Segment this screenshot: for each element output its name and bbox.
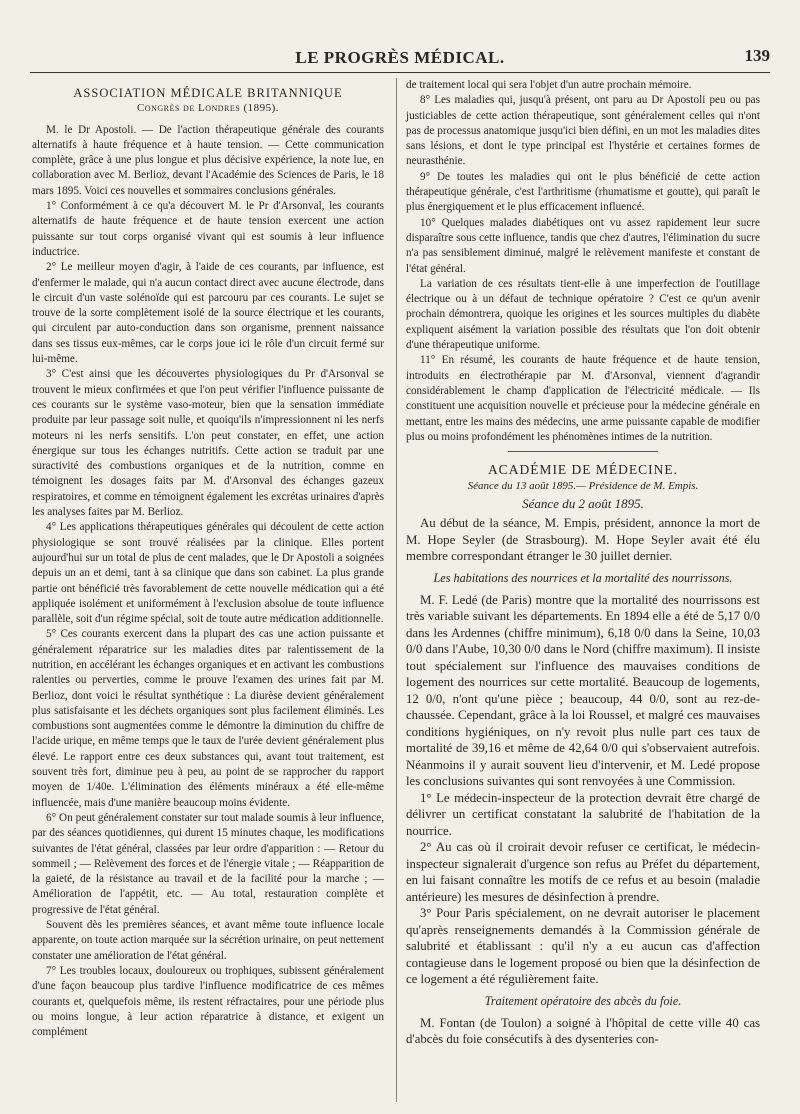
paragraph: 3° C'est ainsi que les découvertes physiologiques du Pr d'Arsonval se trouvent le mieux confirmées et que l'on peut vérifier l'influence puissante de ces courants sur le système vaso-moteur, bien que la sensation immédiate produite par leur passage soit nulle, et quoiqu'ils n'impressionnent ni les nerfs moteurs ni les nerfs sensitifs. L'on peut constater, en effet, une action énergique sur tous les échanges nutritifs. Cette action se traduit par une suractivité des combustions organiques et de la nutrition, comme en témoignent les dosages faits par M. d'Arsonval des échanges gazeux respiratoires, et comme en témoignent également les excrétas urinaires d'après les analyses faites par M. Berlioz. bbox=[32, 368, 384, 519]
right-column bbox=[406, 78, 760, 1048]
academy-title: ACADÉMIE DE MÉDECINE. bbox=[487, 462, 679, 478]
paragraph: M. le Dr Apostoli. — De l'action thérapeutique générale des courants alternatifs à haute fréquence et à haute tension. — Cette communication complète, grâce à une plus longue et plus décisive expérience, la note lue, en collaboration avec M. Berlioz, devant l'Académie des Sciences de Paris, le 18 mars 1895. Voici ces nouvelles et sommaires conclusions générales. bbox=[32, 123, 384, 197]
journal-title: LE PROGRÈS MÉDICAL. bbox=[295, 48, 505, 67]
paragraph: 9° De toutes les maladies qui ont le plus bénéficié de cette action thérapeutique générale, c'est l'arthritisme (rhumatisme et goutte), qui paraît le plus énergiquement et le plus efficacement influencé. bbox=[406, 170, 760, 214]
subheading: Les habitations des nourrices et la mortalité des nourrissons. bbox=[433, 570, 733, 585]
paragraph: 10° Quelques malades diabétiques ont vu assez rapidement leur sucre disparaître sous cette influence, tandis que chez d'autres, l'élimination du sucre n'a pas sensiblement diminué, malgré le relèvement manifeste et constant de l'état général. bbox=[406, 216, 760, 275]
paragraph: 6° On peut généralement constater sur tout malade soumis à leur influence, par des séances quotidiennes, qui durent 15 minutes chaque, les modifications suivantes de l'état général, classées par leur ordre d'apparition : — Retour du sommeil ; — Relèvement des forces et de l'énergie vitale ; — Réapparition de la gaieté, de la résistance au travail et de la facilité pour la marche ; — Amélioration de l'appétit, etc. — Au total, restauration complète et progressive de l'état général. bbox=[32, 811, 384, 916]
paragraph: 3° Pour Paris spécialement, on ne devrait autoriser le placement qu'après renseignements demandés à la Commission générale de salubrité et établissant : qu'il n'y a eu aucun cas d'affection contagieuse dans le logement proposé ou bien que la désinfection de ce logement a été régulièrement faite. bbox=[406, 906, 760, 987]
paragraph: 4° Les applications thérapeutiques générales qui découlent de cette action physiologique se sont trouvé réalisées par la clinique. Elles portent aujourd'hui sur un total de plus de cent malades, que le Dr Apostoli a soignées depuis un an et demi, tant à sa clinique que dans son cabinet. La plus grande partie ont bénéficié très favorablement de cette nouvelle médication qui a été appliquée isolément et uniformément à l'exclusion absolue de toute influence parallèle, soit d'un régime spécial, soit de toute autre médication additionnelle. bbox=[32, 521, 384, 626]
column-divider bbox=[396, 78, 397, 1102]
section-rule bbox=[508, 451, 658, 452]
paragraph: 8° Les maladies qui, jusqu'à présent, ont paru au Dr Apostoli peu ou pas justiciables de cette action thérapeutique, sont généralement celles qui n'ont pas de processus anatomique jusqu'ici bien défini, en un mot les maladies dites sans lésions, et dont le type principal est l'hystérie et certaines formes de neurasthénie. bbox=[406, 94, 760, 168]
paragraph: Souvent dès les premières séances, et avant même toute influence locale apparente, on toute action marquée sur la sécrétion urinaire, on peut nettement constater une amélioration de l'état général. bbox=[32, 919, 384, 962]
paragraph: 2° Le meilleur moyen d'agir, à l'aide de ces courants, par influence, est d'enfermer le malade, qui n'a aucun contact direct avec aucune électrode, dans le circuit d'un vaste solénoïde qui est parcouru par ces courants. Le sujet se trouve de la sorte complètement isolé de la source électrique et les courants, qui circulent par auto-conduction dans son organisme, prennent naissance dans ses tissus eux-mêmes, car le corps joue ici le rôle d'un circuit fermé sur lui-même. bbox=[32, 261, 384, 366]
left-column bbox=[32, 78, 384, 1040]
academy-session bbox=[406, 479, 760, 494]
paragraph: de traitement local qui sera l'objet d'un autre prochain mémoire. bbox=[406, 79, 692, 91]
section-title: ASSOCIATION MÉDICALE BRITANNIQUE bbox=[73, 86, 343, 100]
academy-intro: Au début de la séance, M. Empis, président, annonce la mort de M. Hope Seyler (de Strasbourg). M. Hope Seyler avait été élu membre correspondant étranger le 30 juillet dernier. bbox=[406, 516, 760, 564]
paragraph: M. F. Ledé (de Paris) montre que la mortalité des nourrissons est très variable suivant les départements. En 1894 elle a été de 5,17 0/0 dans les Ardennes (chiffre minimum), 6,18 0/0 dans la Seine, 10,03 0/0 dans l'Aube, 10,30 0/0 dans le Nord (chiffre maximum). Il insiste tout spécialement sur l'influence des mauvaises conditions de logement des nourrices sur cette mortalité. Beaucoup de logements, 12 0/0, n'ont qu'une pièce ; beaucoup, 44 0/0, sont au rez-de-chaussée. Cependant, grâce à la loi Roussel, et malgré ces mauvaises conditions hygiéniques, on n'y revoit plus nulle part ces taux de mortalité de 39,16 et même de 42,64 0/0 qui s'observaient autrefois. Néanmoins il y aurait souvent lieu d'intervenir, et M. Ledé propose les conclusions suivantes qui sont renvoyées à une Commission. bbox=[406, 592, 760, 789]
page-header bbox=[30, 44, 770, 70]
paragraph: 1° Le médecin-inspecteur de la protection devrait être chargé de délivrer un certificat constatant la salubrité de l'habitation de la nourrice. bbox=[406, 790, 760, 838]
academy-date: Séance du 2 août 1895. bbox=[522, 495, 644, 511]
paragraph: 5° Ces courants exercent dans la plupart des cas une action puissante et généralement réparatrice sur les maladies dites par ralentissement de la nutrition, en accélérant les échanges organiques et en activant les combustions ralenties ou perverties, comme le prouve l'examen des urines fait par M. Berlioz, dont voici le résultat synthétique : La diurèse devient généralement plus satisfaisante et les déchets organiques sont plus facilement éliminés. Les combustions sont augmentées comme le démontre la diminution du chiffre de l'acide urique, en même temps que le taux de l'urée devient généralement plus élevé. Le rapport entre ces deux substances qui, avant tout traitement, est souvent très fort, diminue peu à peu, au point de se rapprocher du rapport moyen de 1/40e. L'élimination des éléments minéraux a été elle-même influencée, mais d'une manière beaucoup moins évidente. bbox=[32, 628, 384, 809]
paragraph: 7° Les troubles locaux, douloureux ou trophiques, subissent généralement d'une façon beaucoup plus tardive l'influence modificatrice de ces mêmes courants et, quelquefois même, ils restent réfractaires, pour une période plus ou moins longue, à leur action réparatrice à distance, et exigent un complément bbox=[32, 964, 384, 1039]
paragraph: 2° Au cas où il croirait devoir refuser ce certificat, le médecin-inspecteur signalerait d'urgence son refus au Préfet du département, en lui faisant connaître les motifs de ce refus et au besoin (maladie antérieure) les mesures de désinfection à prendre. bbox=[406, 840, 760, 904]
section-subtitle: Congrès de Londres (1895). bbox=[136, 102, 280, 115]
paragraph: M. Fontan (de Toulon) a soigné à l'hôpital de cette ville 40 cas d'abcès du foie consécutifs à des dysenteries con- bbox=[406, 1015, 760, 1047]
page-number: 139 bbox=[744, 46, 770, 65]
paragraph: La variation de ces résultats tient-elle à une imperfection de l'outillage électrique ou à un défaut de technique opératoire ? C'est ce qu'un avenir prochain démontrera, quoique les origines et les sources multiples du diabète expliquent aisément la variation possible des résultats que l'on doit obtenir d'une thérapeutique uniforme. bbox=[406, 277, 760, 352]
subheading: Traitement opératoire des abcès du foie. bbox=[484, 993, 682, 1008]
academy-session-text: Séance du 13 août 1895.— Présidence de M. Empis. bbox=[467, 480, 699, 493]
header-rule bbox=[30, 72, 770, 73]
paragraph: 1° Conformément à ce qu'a découvert M. le Pr d'Arsonval, les courants alternatifs de haute fréquence et de haute tension exercent une action puissante sur tout corps organisé vivant qui est soumis à leur influence inductrice. bbox=[32, 200, 384, 258]
paragraph: 11° En résumé, les courants de haute fréquence et de haute tension, introduits en électrothérapie par M. d'Arsonval, viennent d'agrandir considérablement le champ d'application de l'électricité médicale. — Ils constituent une acquisition nouvelle et précieuse pour la médecine générale en mettant, entre les mains des médecins, une arme puissante capable de modifier plus ou moins profondément les phénomènes intimes de la nutrition. bbox=[406, 354, 760, 443]
